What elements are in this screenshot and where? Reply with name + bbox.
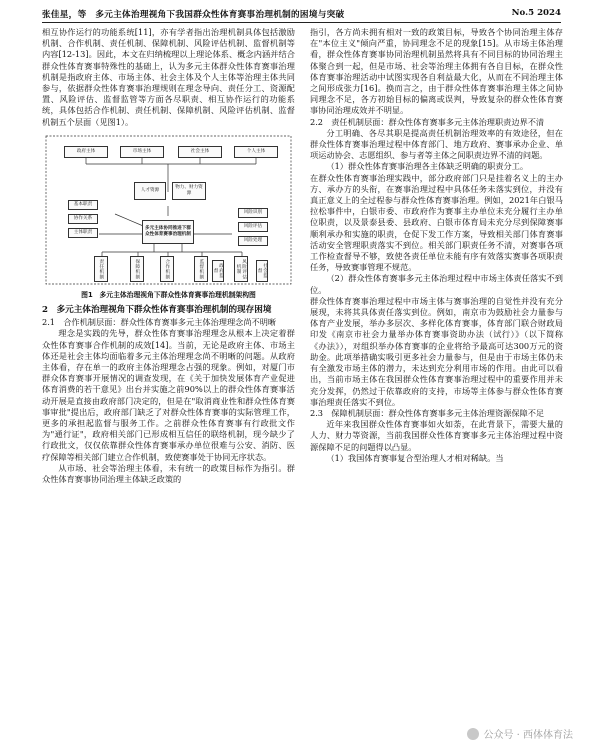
subsection-heading-2-1: 2.1 合作机制层面：群众性体育赛事多元主体治理理念尚不明晰 — [42, 317, 277, 328]
paragraph: 群众性体育赛事治理过程中市场主体与赛事治理的自觉性并没有充分展现，未将其具体责任落实到位。例如，南京市为鼓励社会力量参与体育产业发展，举办多层次、多样化体育赛事，体育部门联合财政局印发《南京市社会力量举办体育赛事资助办法（试行）》（以下简称《办法》），对组织举办体育赛事的企业将给予最高可达300万元的资助金。此项举措确实吸引更多社会力量参与，但是由于市场主体仍未有全激发市场主体的潜力，未达到充分利用市场的作用。由此可以看出，当前市场主体在我国群众性体育赛事治理过程中的重要作用并未充分发挥，仍然过于依靠政府的支持，市场等主体参与群众性体育赛事治理责任落实不到位。 — [310, 295, 563, 407]
paragraph: 理念是实践的先导，群众性体育赛事治理理念从根本上决定着群众性体育赛事合作机制的成效[14]。当前，无论是政府主体、市场主体还是社会主体均面临着多元主体治理理念尚不明晰的问题。从政府主体看，存在单一的政府主体治理理念占强的现象。例如，对厦门市群众体育赛事开展情况的调查发现，在《关于加快发展体育产业促进体育消费的若干意见》出台并实施之前90%以上的群众性体育赛事活动开展是直接由政府部门决定的，但是在"取消商业性和群众性体育赛事审批"提出后，政府部门缺乏了对群众性体育赛事的实际管理工作，更多的承担起监督与服务工作。之前群众性体育赛事有行政批文作为"通行证"，政府相关部门已形成相互信任的联络机制，现今缺少了行政批文，仅仅依靠群众性体育赛事承办单位很难与公安、消防、医疗保障等相关部门建立合作机制，致使赛事处于协同无序状态。 — [42, 328, 295, 462]
fig-box-risk-assess: 风险评估 — [238, 222, 268, 232]
right-column — [310, 27, 563, 464]
paragraph: 近年来我国群众性体育赛事如火如荼，在此背景下，需要大量的人力、财力等资源，当前我国群众性体育赛事多元主体治理过程中资源保障不足的问题得以凸显。 — [310, 419, 563, 452]
paragraph-lead: （1）群众性体育赛事治理各主体缺乏明确的职责分工。 — [326, 161, 529, 172]
figure-1 — [42, 134, 295, 286]
fig-box-guarantee: 保障机制 — [130, 256, 144, 282]
watermark — [467, 726, 573, 741]
fig-box-responsibility: 责任机制 — [94, 256, 108, 282]
header-rule — [42, 22, 561, 23]
paragraph: 在群众性体育赛事治理实践中，部分政府部门只是挂着名义上的主办方、承办方的头衔，在赛事治理过程中具体任务未落实到位，并没有真正意义上的全过程参与群众性体育赛事治理。例如，2021年白银马拉松事件中，白银市委、市政府作为赛事主办单位未充分履行主办单位职责，以及景泰县委、县政府、白银市体育局未充分尽到保障赛事顺利承办和实施的职责，仓促下发工作方案，导致相关部门体育赛事活动安全管理职责落实不到位。相关部门职责任务不清，对赛事各项工作检查督导不够，致使各责任单位未能有序有效落实赛事各项职责任务，导致赛事管理不规范。 — [310, 172, 563, 273]
fig-box-supervision: 监督机制 — [194, 256, 208, 282]
fig-box-coop-mech: 合作机制 — [160, 256, 174, 282]
section-heading-2: 2 多元主体治理视角下群众性体育赛事治理机制的现存困境 — [42, 305, 272, 316]
subsection-heading-2-3: 2.3 保障机制层面：群众性体育赛事多元主体治理资源保障不足 — [310, 407, 545, 418]
fig-box-gov-supervision: 政府监督 — [212, 260, 224, 282]
running-header-issue: No.5 2024 — [511, 8, 561, 18]
paragraph-lead: （2）群众性体育赛事多元主体治理过程中市场主体责任落实不到位。 — [310, 273, 563, 295]
fig-box-risk-identify: 风险识别 — [238, 208, 268, 218]
fig-box-center-mechanism: 多元主体协同推进下群众性体育赛事治理机制 — [142, 220, 194, 244]
paragraph: 指引，各方尚未拥有相对一致的政策目标，导致各个协同治理主体存在"本位主义"倾向严重，协同理念不足的现象[15]。从市场主体治理看，群众性体育赛事协同治理机制虽然将具有不同目标的协同治理主体聚合到一起，但是市场、社会等治理主体拥有各自目标，在群众性体育赛事治理活动中试图实现各自利益最大化，从而在不同治理主体之间形成张力[16]。换而言之，由于群众性体育赛事治理主体之间协同理念不足，各方初始目标的偏离或误判，导致复杂的群众性体育赛事协同治理成效并不明显。 — [310, 27, 563, 116]
running-header-title: 张佳星，等 多元主体治理视角下我国群众性体育赛事治理机制的困境与突破 — [42, 10, 345, 20]
fig-box-human-resources: 人才资源 — [134, 182, 166, 200]
fig-box-subject-duty: 主体职责 — [68, 228, 98, 238]
fig-box-individual: 个人主体 — [234, 146, 278, 158]
paragraph: （1）我国体育赛事复合型治理人才相对稀缺。当 — [326, 452, 504, 463]
fig-box-government: 政府主体 — [64, 146, 108, 158]
fig-box-basic-duty: 基本职责 — [68, 200, 98, 210]
fig-box-cooperation: 协作关系 — [68, 214, 98, 224]
paragraph: 分工明确、各尽其职是提高责任机制治理效率的有效途径，但在群众性体育赛事治理过程中体育部门、地方政府、赛事承办企业、单项运动协会、志愿组织、参与者等主体之间职责边界不清的问题。 — [310, 127, 563, 161]
subsection-heading-2-2: 2.2 责任机制层面：群众性体育赛事多元主体治理职责边界不清 — [310, 116, 545, 127]
figure-caption: 图1 多元主体治理视角下群众性体育赛事治理机制架构图 — [81, 290, 256, 299]
fig-box-risk-handle: 风险处理 — [238, 236, 268, 246]
fig-box-social-supervision: 社会监督 — [256, 260, 268, 282]
fig-box-society: 社会主体 — [178, 146, 222, 158]
fig-box-material-resources: 物力、财力资源 — [172, 182, 206, 200]
wechat-icon — [467, 728, 479, 740]
left-column — [42, 27, 295, 485]
paragraph: 从市场、社会等治理主体看，未有统一的政策目标作为指引。群众性体育赛事协同治理主体缺乏政策的 — [42, 462, 295, 485]
watermark-text: 公众号 · 西体体育法 — [483, 730, 573, 741]
fig-box-risk-mech: 风险评估机制 — [234, 256, 248, 282]
paragraph: 相互协作运行的功能系统[11]，亦有学者指出治理机制具体包括激励机制、合作机制、责任机制、保障机制、风险评估机制、监督机制等内容[12-13]。因此，本文在归纳梳理以上理论体系、概念内涵并结合群众性体育赛事特殊性的基础上，认为多元主体群众性体育赛事治理机制是指政府主体、市场主体、社会主体及个人主体等治理主体共同参与，依据群众性体育赛事治理规则在理念导向、责任分工、资源配置、风险评估、监督监管等方面各尽职责、相互协作运行的功能系统，具体包括合作机制、责任机制、保障机制、风险评估机制、监督机制五个层面（见图1）。 — [42, 27, 295, 127]
fig-box-market: 市场主体 — [120, 146, 164, 158]
